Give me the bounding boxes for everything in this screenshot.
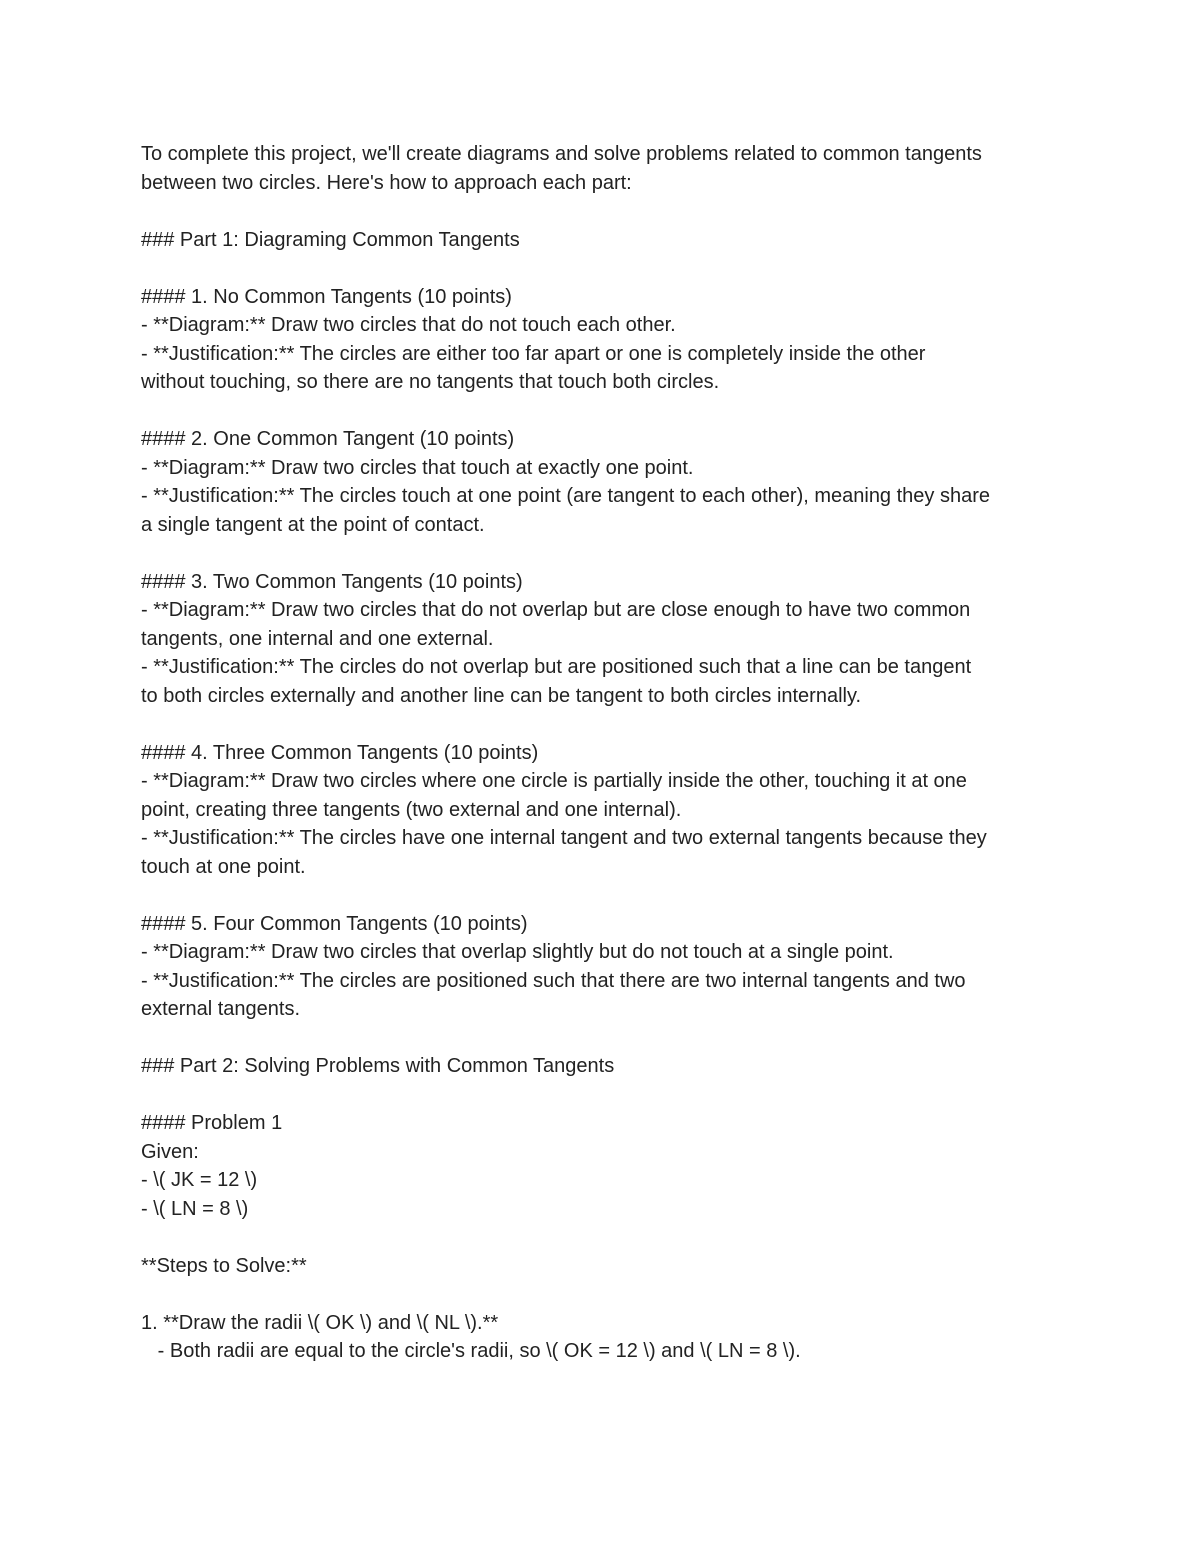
text-line: To complete this project, we'll create diagrams and solve problems related to common tangents — [141, 143, 982, 165]
blank-line — [141, 710, 1081, 739]
section-heading-part-2: ### Part 2: Solving Problems with Common Tangents — [141, 1055, 615, 1077]
subheading-problem-1: #### Problem 1 — [141, 1112, 283, 1134]
subheading-one-common-tangent: #### 2. One Common Tangent (10 points) — [141, 428, 515, 450]
subheading-three-common-tangents: #### 4. Three Common Tangents (10 points) — [141, 741, 539, 764]
section-heading-part-1: ### Part 1: Diagraming Common Tangents — [141, 228, 520, 251]
text-line: - **Diagram:** Draw two circles where one circle is partially inside the other, touching it at one — [141, 770, 967, 792]
text-line: - **Diagram:** Draw two circles that overlap slightly but do not touch at a single point. — [141, 941, 894, 963]
text-line: point, creating three tangents (two external and one internal). — [141, 798, 682, 821]
text-line: to both circles externally and another line can be tangent to both circles internally. — [141, 684, 862, 707]
text-line: - **Justification:** The circles are either too far apart or one is completely inside the other — [141, 342, 926, 365]
text-line: - \( LN = 8 \) — [141, 1197, 249, 1220]
blank-line — [141, 539, 1081, 568]
text-line: - Both radii are equal to the circle's radii, so \( OK = 12 \) and \( LN = 8 \). — [141, 1340, 801, 1362]
text-line: - **Diagram:** Draw two circles that touch at exactly one point. — [141, 456, 694, 479]
blank-line — [141, 1280, 1081, 1309]
text-line: external tangents. — [141, 998, 300, 1020]
text-line: Given: — [141, 1140, 199, 1163]
blank-line — [141, 881, 1081, 910]
subheading-four-common-tangents: #### 5. Four Common Tangents (10 points) — [141, 912, 528, 935]
text-line: between two circles. Here's how to approach each part: — [141, 171, 632, 194]
text-line: - **Justification:** The circles touch at one point (are tangent to each other), meaning they share — [141, 485, 991, 507]
blank-line — [141, 1223, 1081, 1252]
blank-line — [141, 397, 1081, 426]
text-line: 1. **Draw the radii \( OK \) and \( NL \).** — [141, 1311, 499, 1334]
text-line: - **Justification:** The circles are positioned such that there are two internal tangents and two — [141, 969, 966, 992]
document-body — [141, 140, 1081, 1366]
blank-line — [141, 254, 1081, 283]
text-line: - **Diagram:** Draw two circles that do not touch each other. — [141, 314, 676, 336]
text-line: tangents, one internal and one external. — [141, 627, 494, 650]
subheading-no-common-tangents: #### 1. No Common Tangents (10 points) — [141, 285, 512, 308]
text-line: - **Diagram:** Draw two circles that do not overlap but are close enough to have two common — [141, 599, 971, 621]
subheading-two-common-tangents: #### 3. Two Common Tangents (10 points) — [141, 570, 523, 593]
text-line: - \( JK = 12 \) — [141, 1169, 258, 1191]
text-line: touch at one point. — [141, 855, 306, 878]
blank-line — [141, 197, 1081, 226]
text-line: - **Justification:** The circles do not overlap but are positioned such that a line can be tangent — [141, 656, 972, 678]
text-line: a single tangent at the point of contact. — [141, 513, 485, 536]
text-line: - **Justification:** The circles have one internal tangent and two external tangents because they — [141, 827, 987, 849]
text-line: without touching, so there are no tangents that touch both circles. — [141, 371, 720, 393]
blank-line — [141, 1081, 1081, 1110]
blank-line — [141, 1024, 1081, 1053]
text-line: **Steps to Solve:** — [141, 1254, 307, 1277]
